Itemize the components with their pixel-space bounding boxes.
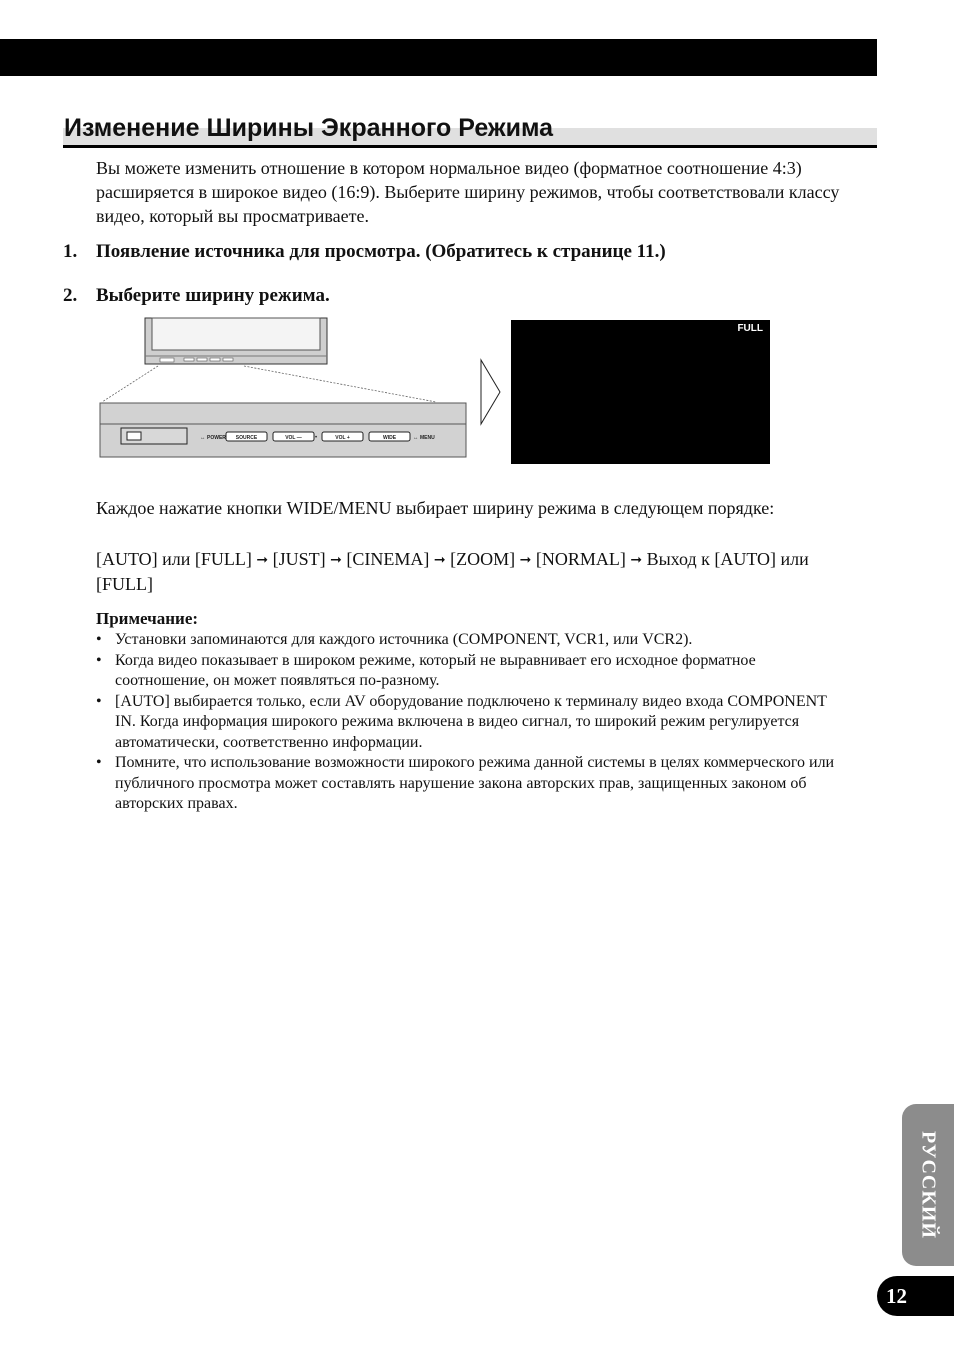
- step-1: [63, 240, 666, 264]
- note-heading: Примечание:: [96, 609, 199, 628]
- mode-exit: Выход к [AUTO] или [FULL]: [96, 549, 809, 594]
- step-2-number: 2.: [63, 285, 78, 306]
- mode-normal: [NORMAL]: [535, 549, 626, 569]
- svg-text:↔: ↔: [200, 435, 206, 441]
- source-label: SOURCE: [235, 435, 258, 441]
- language-tab-label: РУССКИЙ: [917, 1131, 940, 1239]
- step-1-text: Появление источника для просмотра. (Обратитесь к странице 11.): [96, 241, 666, 262]
- vol-plus-label: VOL +: [335, 435, 350, 441]
- mode-auto-full: [AUTO] или [FULL]: [96, 549, 252, 569]
- svg-text:↔: ↔: [413, 435, 419, 441]
- arrow-icon: ➞: [256, 552, 269, 568]
- arrow-right-icon: [481, 360, 500, 424]
- mode-cinema: [CINEMA]: [346, 549, 430, 569]
- arrow-icon: ➞: [433, 552, 446, 568]
- mode-just: [JUST]: [272, 549, 326, 569]
- title-rule: [63, 145, 877, 148]
- control-panel-closeup: [100, 403, 466, 457]
- intro-paragraph: Вы можете изменить отношение в котором нормальное видео (форматное соотношение 4:3) расширяется в широкое видео (16:9). Выберите ширину режимов, чтобы соответствовали классу видео, который вы просматриваете.: [96, 158, 840, 226]
- screen-mode-badge: FULL: [737, 323, 763, 334]
- monitor-illustration: [145, 318, 327, 364]
- page-number: 12: [877, 1276, 954, 1316]
- wide-label: WIDE: [382, 435, 397, 441]
- wide-mode-figure: [96, 316, 776, 468]
- svg-text:•: •: [315, 435, 318, 441]
- page-title: Изменение Ширины Экранного Режима: [64, 114, 554, 142]
- section-title-block: [63, 112, 877, 148]
- note-item: • Помните, что использование возможности широкого режима данной системы в целях коммерческого или публичного просмотра может составлять нарушение закона авторских прав, защищенных законом об авторских правах.: [96, 753, 846, 815]
- note-item: • Установки запоминаются для каждого источника (COMPONENT, VCR1, или VCR2).: [96, 630, 846, 651]
- menu-label: MENU: [420, 435, 435, 441]
- step-2: [63, 284, 330, 308]
- note-item: • Когда видео показывает в широком режиме, который не выравнивает его исходное форматное соотношение, он может появляться по-разному.: [96, 651, 846, 692]
- vol-minus-label: VOL —: [285, 435, 302, 441]
- mode-zoom: [ZOOM]: [450, 549, 516, 569]
- power-label: POWER: [207, 435, 226, 441]
- arrow-icon: ➞: [630, 552, 643, 568]
- step-2-text: Выберите ширину режима.: [96, 285, 330, 306]
- arrow-icon: ➞: [519, 552, 532, 568]
- arrow-icon: ➞: [330, 552, 342, 568]
- note-list: [96, 630, 846, 815]
- note-item: • [AUTO] выбирается только, если AV оборудование подключено к терминалу видео входа COMPONENT IN. Когда информация широкого режима включена в видео сигнал, то широкий режим регулируется автоматически, соответственно информации.: [96, 692, 846, 754]
- language-tab: [902, 1104, 954, 1266]
- screen-illustration: [511, 320, 770, 464]
- mode-sequence: [96, 547, 846, 596]
- step-1-number: 1.: [63, 241, 78, 262]
- header-bar: [0, 39, 877, 76]
- sequence-lead: Каждое нажатие кнопки WIDE/MENU выбирает ширину режима в следующем порядке:: [96, 498, 775, 518]
